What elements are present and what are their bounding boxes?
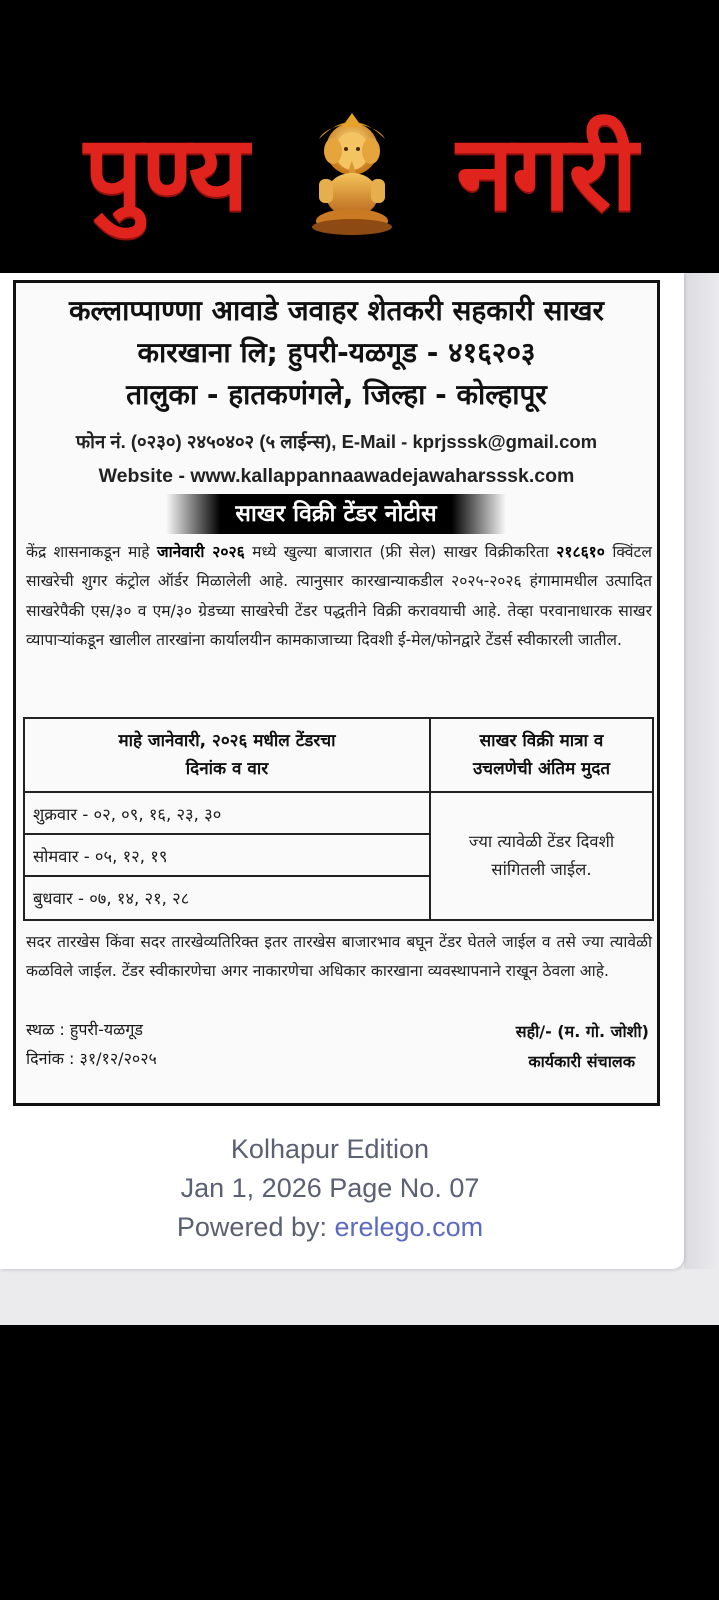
powered-by-link[interactable]: erelego.com xyxy=(334,1212,484,1242)
ganesha-emblem-icon xyxy=(309,109,395,237)
table-note-line-1: ज्या त्यावेळी टेंडर दिवशी xyxy=(468,832,615,851)
masthead xyxy=(0,0,719,273)
table-header-dates-line-1: माहे जानेवारी, २०२६ मधील टेंडरचा xyxy=(118,731,336,751)
tender-schedule-table xyxy=(23,717,654,921)
table-note-line-2: सांगितली जाईल. xyxy=(491,860,592,879)
notice-date: दिनांक : ३१/१२/२०२५ xyxy=(26,1049,157,1068)
edition-name: Kolhapur Edition xyxy=(230,1134,430,1164)
table-header-quantity-line-2: उचलणेची अंतिम मुदत xyxy=(472,759,611,779)
table-header-quantity-line-1: साखर विक्री मात्रा व xyxy=(479,731,604,751)
notice-designation: कार्यकारी संचालक xyxy=(528,1052,635,1071)
tender-notice-clipping xyxy=(13,280,660,1106)
powered-by-line xyxy=(0,1208,660,1247)
table-row: सोमवार - ०५, १२, १९ xyxy=(33,847,168,866)
tender-notice-banner: साखर विक्री टेंडर नोटीस xyxy=(166,494,506,534)
table-header-dates-line-2: दिनांक व वार xyxy=(185,759,269,779)
phone-email-line: फोन नं. (०२३०) २४५०४०२ (५ लाईन्स), E-Mail - kprjsssk@gmail.com xyxy=(75,431,598,452)
powered-by-label: Powered by: xyxy=(176,1212,335,1242)
para1-text-a: केंद्र शासनाकडून माहे xyxy=(26,543,150,561)
notice-heading-line-1: कल्लाप्पाण्णा आवाडे जवाहर शेतकरी सहकारी साखर xyxy=(68,294,605,327)
edition-footer xyxy=(0,1130,660,1247)
table-row: बुधवार - ०७, १४, २१, २८ xyxy=(33,889,190,908)
masthead-title-left: पुण्य xyxy=(84,112,247,234)
notice-heading-line-2: कारखाना लि; हुपरी-यळगूड - ४१६२०३ xyxy=(137,336,536,369)
masthead-title-right: नगरी xyxy=(456,112,636,234)
table-quantity-note xyxy=(431,793,652,919)
notice-paragraph-1 xyxy=(26,538,652,655)
masthead-title xyxy=(84,98,636,248)
website-line: Website - www.kallappannaawadejawaharsssk.com xyxy=(98,465,575,487)
para1-text-c: क्विंटल साखरेची शुगर कंट्रोल ऑर्डर मिळालेली आहे. त्यानुसार कारखान्याकडील २०२५-२०२६ हंगामामधील उत्पादित साखरेपैकी एस/३० व एम/३० ग्रेडच्या साखरेची टेंडर पद्धतीने विक्री करावयाची आहे. तेव्हा परवानाधारक साखर व्यापाऱ्यांकडून खालील तारखांना कार्यालयीन कामकाजाच्या दिवशी ई-मेल/फोनद्वारे टेंडर्स स्वीकारली जातील. xyxy=(26,543,652,649)
edition-date-page: Jan 1, 2026 Page No. 07 xyxy=(180,1173,480,1203)
table-header-dates xyxy=(25,719,429,791)
bottom-black-area xyxy=(0,1325,719,1600)
para1-bold-quantity: २१८६१० xyxy=(556,543,605,561)
notice-signature: सही/- (म. गो. जोशी) xyxy=(515,1022,649,1041)
para1-bold-month: जानेवारी २०२६ xyxy=(157,543,245,561)
notice-heading-line-3: तालुका - हातकणंगले, जिल्हा - कोल्हापूर xyxy=(126,378,547,411)
para1-text-b: मध्ये खुल्या बाजारात (फ्री सेल) साखर विक्रीकरिता xyxy=(252,543,549,561)
card-edge-shade xyxy=(684,273,719,1269)
notice-paragraph-2: सदर तारखेस किंवा सदर तारखेव्यतिरिक्त इतर तारखेस बाजारभाव बघून टेंडर घेतले जाईल व तसे ज्या त्यावेळी कळविले जाईल. टेंडर स्वीकारणेचा अगर नाकारणेचा अधिकार कारखाना व्यवस्थापनाने राखून ठेवला आहे. xyxy=(26,933,652,981)
notice-place: स्थळ : हुपरी-यळगूड xyxy=(26,1020,143,1039)
table-header-quantity xyxy=(431,719,652,791)
table-row: शुक्रवार - ०२, ०९, १६, २३, ३० xyxy=(33,805,222,824)
